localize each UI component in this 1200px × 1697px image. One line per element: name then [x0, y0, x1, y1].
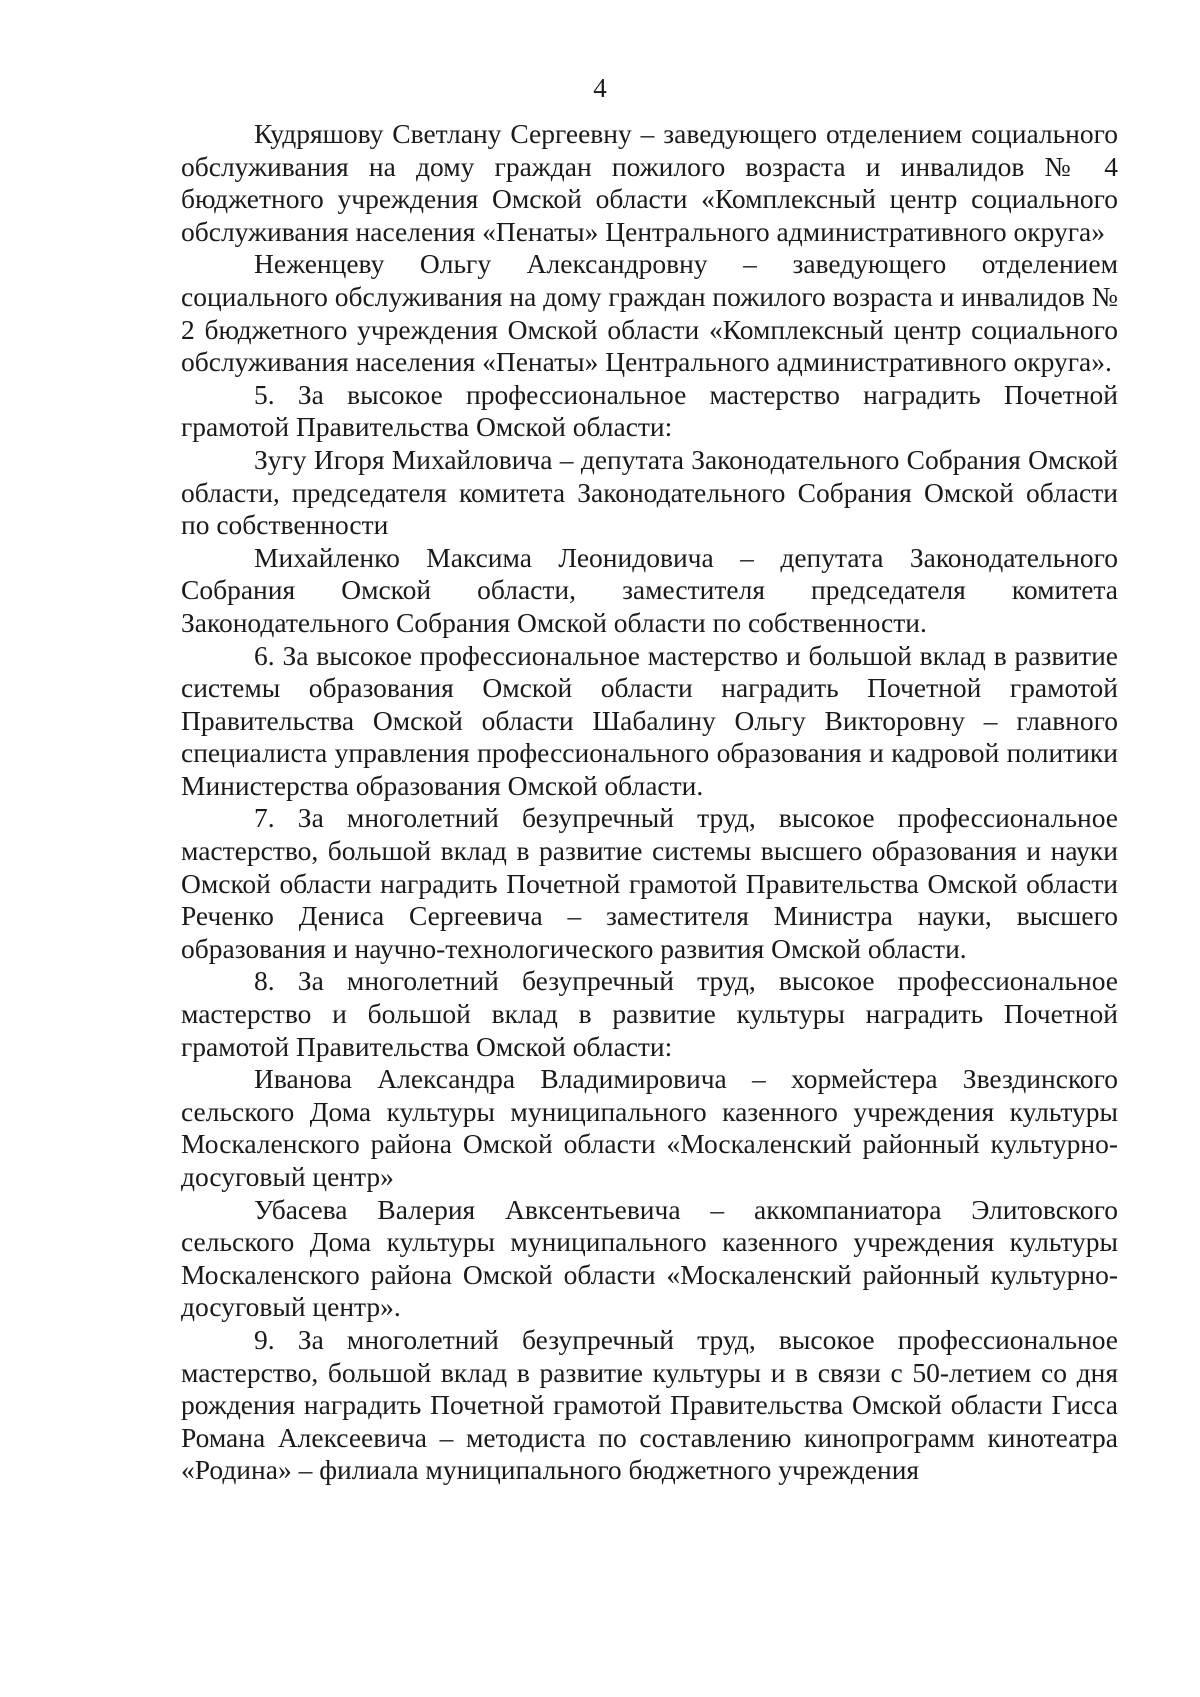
paragraph-nezhentseva: Неженцеву Ольгу Александровну – заведующего отделением социального обслуживания на дому граждан пожилого возраста и инвалидов № 2 бюджетного учреждения Омской области «Комплексный центр социального обслуживания населения «Пенаты» Центрального административного округа». [181, 248, 1118, 378]
paragraph-item-6: 6. За высокое профессиональное мастерство и большой вклад в развитие системы образования Омской области наградить Почетной грамотой Правительства Омской области Шабалину Ольгу Викторовну – главного специалиста управления профессионального образования и кадровой политики Министерства образования Омской области. [181, 639, 1118, 801]
paragraph-item-8: 8. За многолетний безупречный труд, высокое профессиональное мастерство и большой вклад в развитие культуры наградить Почетной грамотой Правительства Омской области: [181, 965, 1118, 1062]
paragraph-item-9: 9. За многолетний безупречный труд, высокое профессиональное мастерство, большой вклад в развитие культуры и в связи с 50-летием со дня рождения наградить Почетной грамотой Правительства Омской области Гисса Романа Алексеевича – методиста по составлению кинопрограмм кинотеатра «Родина» – филиала муниципального бюджетного учреждения [181, 1323, 1118, 1486]
paragraph-item-5: 5. За высокое профессиональное мастерство наградить Почетной грамотой Правительства Омской области: [181, 378, 1118, 443]
paragraph-ivanov: Иванова Александра Владимировича – хормейстера Звездинского сельского Дома культуры муниципального казенного учреждения культуры Москаленского района Омской области «Москаленский районный культурно-досуговый центр» [181, 1063, 1118, 1192]
document-body [181, 118, 1118, 1487]
paragraph-item-7: 7. За многолетний безупречный труд, высокое профессиональное мастерство, большой вклад в развитие системы высшего образования и науки Омской области наградить Почетной грамотой Правительства Омской области Реченко Дениса Сергеевича – заместителя Министра науки, высшего образования и научно-технологического развития Омской области. [181, 802, 1118, 964]
paragraph-ubasev: Убасева Валерия Авксентьевича – аккомпаниатора Элитовского сельского Дома культуры муниципального казенного учреждения культуры Москаленского района Омской области «Москаленский районный культурно-досуговый центр». [181, 1193, 1118, 1323]
paragraph-kudryashova: Кудряшову Светлану Сергеевну – заведующего отделением социального обслуживания на дому граждан пожилого возраста и инвалидов № 4 бюджетного учреждения Омской области «Комплексный центр социального обслуживания населения «Пенаты» Центрального административного округа» [181, 118, 1118, 247]
paragraph-zuga: Зугу Игоря Михайловича – депутата Законодательного Собрания Омской области, председателя комитета Законодательного Собрания Омской области по собственности [181, 443, 1118, 541]
paragraph-mikhailenko: Михайленко Максима Леонидовича – депутата Законодательного Собрания Омской области, заместителя председателя комитета Законодательного Собрания Омской области по собственности. [181, 541, 1118, 638]
page-number: 4 [593, 73, 607, 103]
